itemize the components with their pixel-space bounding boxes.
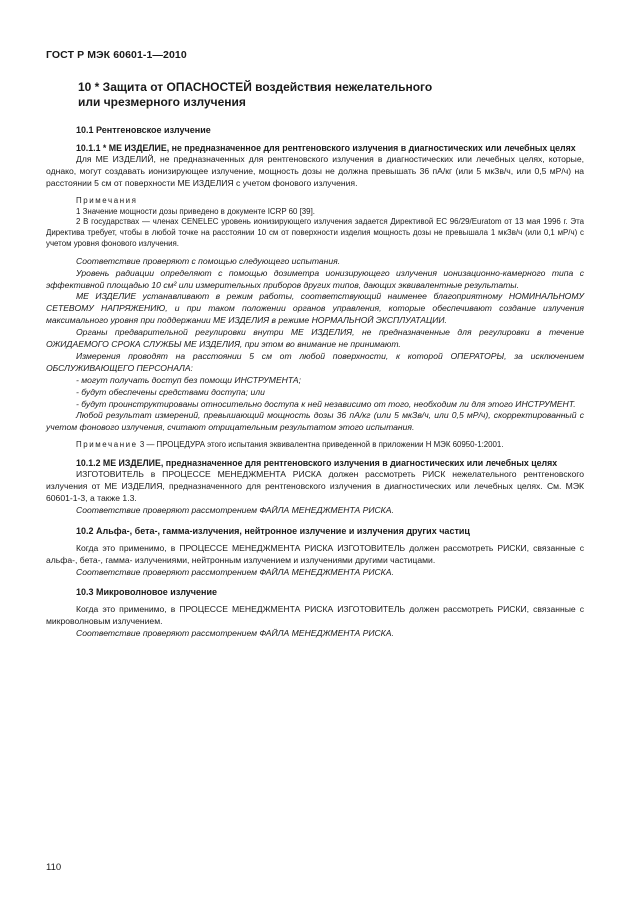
note-2: 2 В государствах — членах CENELEC уровень ионизирующего излучения задается Директивой ЕС 96/29/Euratom от 13 мая 1996 г. Эта Директива требует, чтобы в любой точке на расстоянии 10 см от поверхности изделия мощность дозы не превышала 1 мкЗв/ч (или 0,1 мР/ч) с учетом уровня фонового излучения.: [46, 217, 584, 248]
paragraph: Когда это применимо, в ПРОЦЕССЕ МЕНЕДЖМЕНТА РИСКА ИЗГОТОВИТЕЛЬ должен рассмотреть РИСКИ, связанные с альфа-, бета-, гамма- излучениями, нейтронным излучением и излучениями другими частицами.: [46, 542, 584, 565]
list-item: - будут обеспечены средствами доступа; или: [76, 386, 265, 397]
note-3-label: Примечание: [76, 440, 138, 450]
note-1: 1 Значение мощности дозы приведено в документе ICRP 60 [39].: [76, 206, 315, 216]
compliance-text: Соответствие проверяют рассмотрением ФАЙЛА МЕНЕДЖМЕНТА РИСКА.: [76, 628, 394, 639]
note-3: [46, 440, 584, 451]
document-header: ГОСТ Р МЭК 60601-1—2010: [46, 49, 187, 61]
section-title-line2: или чрезмерного излучения: [78, 95, 246, 109]
compliance-mode: МЕ ИЗДЕЛИЕ устанавливают в режим работы, соответствующий наименее благоприятному НОМИНАЛЬНОМУ СЕТЕВОМУ НАПРЯЖЕНИЮ, и при таком положении органов управления, которые обеспечивают создание излучения максимального уровня при поддержании МЕ ИЗДЕЛИЯ в режиме НОРМАЛЬНОЙ ЭКСПЛУАТАЦИИ.: [46, 291, 584, 326]
paragraph: ИЗГОТОВИТЕЛЬ в ПРОЦЕССЕ МЕНЕДЖМЕНТА РИСКА должен рассмотреть РИСК нежелательного рентгеновского излучения от МЕ ИЗДЕЛИЯ, предназначенного для рентгеновского излучения в диагностических или лечебных целях. См. МЭК 60601-1-3, а также 1.3.: [46, 469, 584, 503]
heading-10-1-1: 10.1.1 * МЕ ИЗДЕЛИЕ, не предназначенное для рентгеновского излучения в диагностических или лечебных целях: [76, 143, 576, 153]
compliance-result: Любой результат измерений, превышающий мощность дозы 36 пА/кг (или 5 мкЗв/ч, или 0,5 мР/ч), скорректированный с учетом фонового излучения, считают отрицательным результатом этого испытания.: [46, 410, 584, 433]
heading-10-3: 10.3 Микроволновое излучение: [76, 587, 217, 598]
paragraph: Для МЕ ИЗДЕЛИЙ, не предназначенных для рентгеновского излучения в диагностических или лечебных целях, которые, однако, могут создавать ионизирующее излучение, мощность дозы не должна превышать 36 пА/кг (или 5 мкЗв/ч, или 0,5 мР/ч) на расстоянии 5 см от поверхности МЕ ИЗДЕЛИЯ с учетом фонового излучения.: [46, 154, 584, 188]
heading-10-2: 10.2 Альфа-, бета-, гамма-излучения, нейтронное излучение и излучения других частиц: [76, 525, 470, 536]
list-item: - будут проинструктированы относительно доступа к ней независимо от того, необходим ли для этого ИНСТРУМЕНТ.: [76, 398, 576, 409]
section-title-line1: 10 * Защита от ОПАСНОСТЕЙ воздействия нежелательного: [78, 80, 433, 94]
page-content: [46, 80, 584, 640]
page-number: 110: [46, 862, 62, 873]
compliance-dosimeter: Уровень радиации определяют с помощью дозиметра ионизирующего излучения ионизационно-камерного типа с эффективной площадью 10 см² или измерительных приборов других типов, дающих эквивалентные результаты.: [46, 267, 584, 290]
paragraph: Когда это применимо, в ПРОЦЕССЕ МЕНЕДЖМЕНТА РИСКА ИЗГОТОВИТЕЛЬ должен рассмотреть РИСКИ, связанные с микроволновым излучением.: [46, 604, 584, 627]
compliance-text: Соответствие проверяют рассмотрением ФАЙЛА МЕНЕДЖМЕНТА РИСКА.: [76, 566, 394, 577]
list-item: - могут получать доступ без помощи ИНСТРУМЕНТА;: [76, 374, 301, 385]
heading-10-1: 10.1 Рентгеновское излучение: [76, 125, 211, 135]
compliance-controls: Органы предварительной регулировки внутри МЕ ИЗДЕЛИЯ, не предназначенные для регулировки в течение ОЖИДАЕМОГО СРОКА СЛУЖБЫ МЕ ИЗДЕЛИЯ, при этом во внимание не принимают.: [46, 327, 584, 350]
heading-10-1-2: 10.1.2 МЕ ИЗДЕЛИЕ, предназначенное для рентгеновского излучения в диагностических или лечебных целях: [76, 458, 558, 469]
compliance-measure: Измерения проводят на расстоянии 5 см от любой поверхности, к которой ОПЕРАТОРЫ, за исключением ОБСЛУЖИВАЮЩЕГО ПЕРСОНАЛА:: [46, 350, 584, 373]
compliance-text: Соответствие проверяют рассмотрением ФАЙЛА МЕНЕДЖМЕНТА РИСКА.: [76, 504, 394, 515]
compliance-intro: Соответствие проверяют с помощью следующего испытания.: [76, 255, 341, 266]
note-3-text: 3 — ПРОЦЕДУРА этого испытания эквивалентна приведенной в приложении Н МЭК 60950-1:2001.: [139, 440, 504, 450]
section-title: [46, 80, 584, 110]
notes-heading: Примечания: [76, 195, 138, 205]
